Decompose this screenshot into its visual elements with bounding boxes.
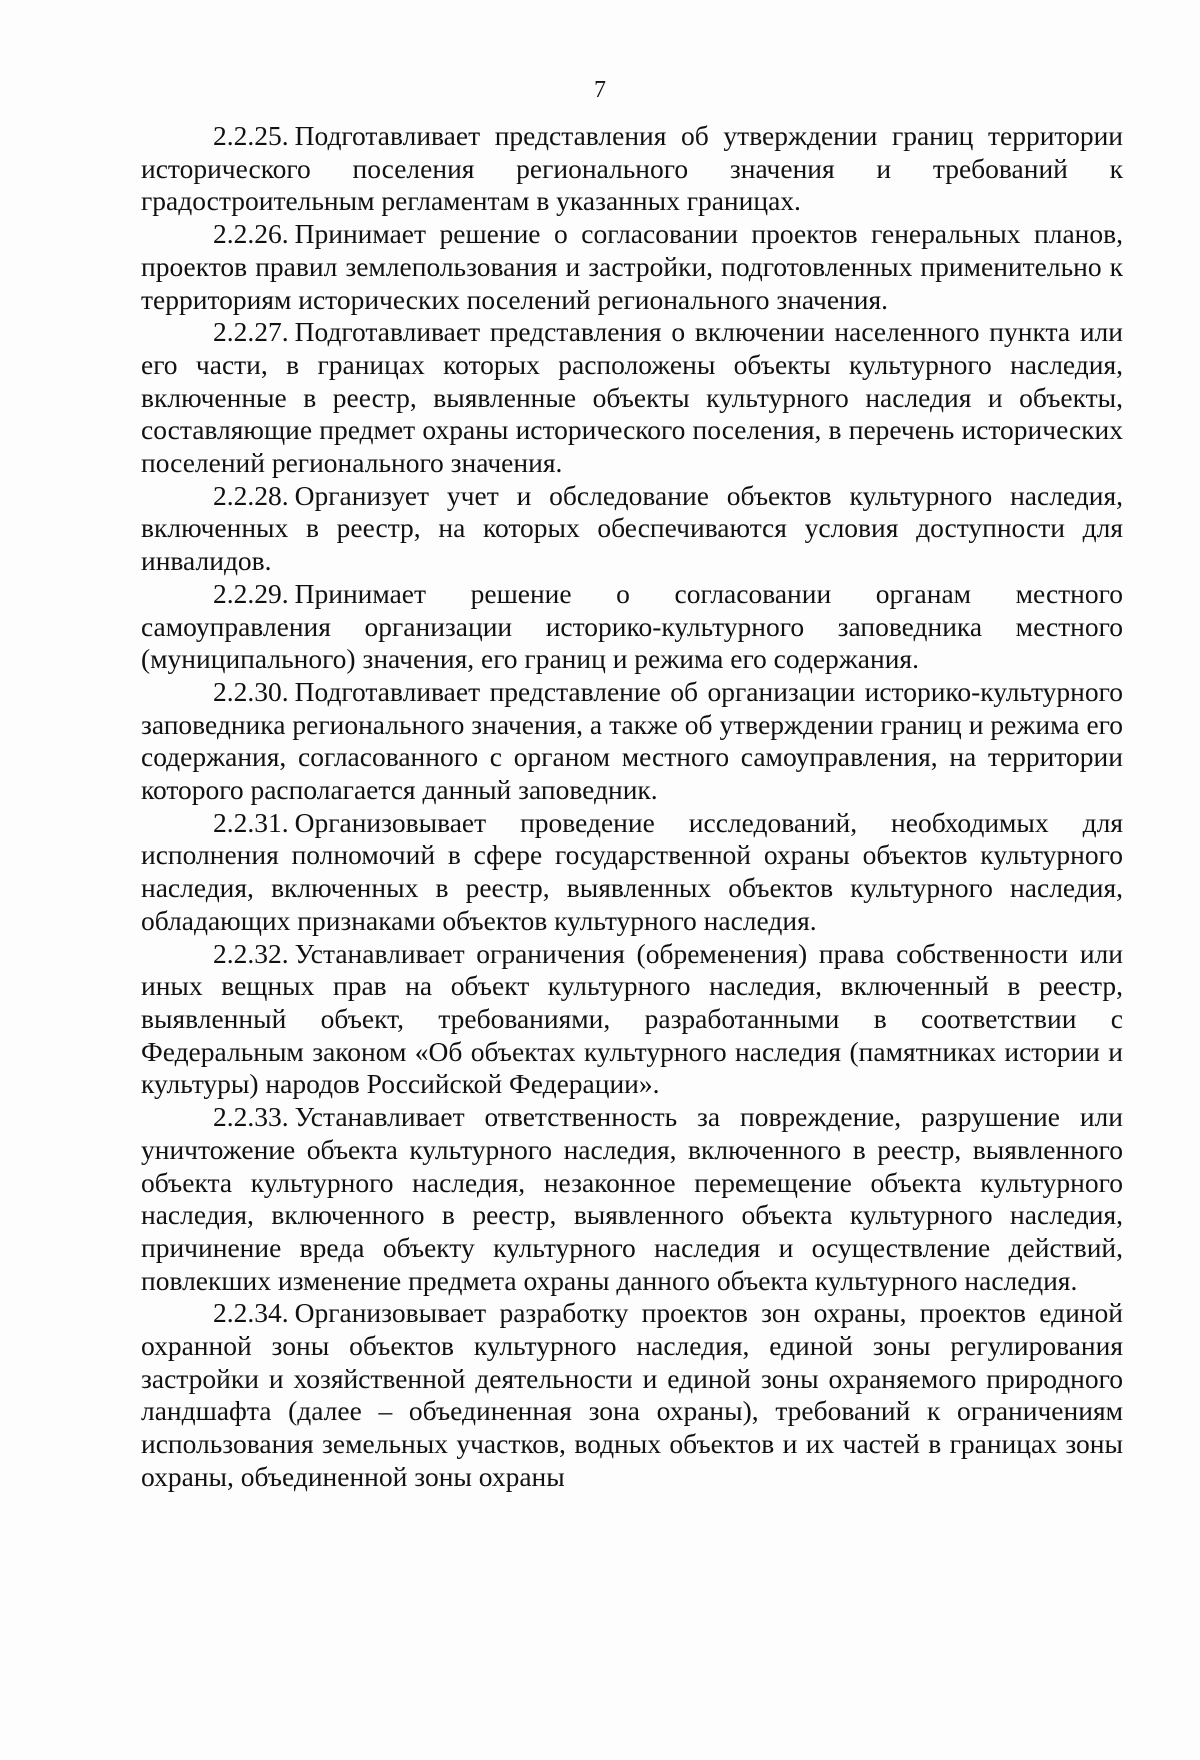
paragraph-2-2-31 — [141, 807, 1123, 938]
clause-number: 2.2.33. — [213, 1101, 289, 1133]
clause-number: 2.2.32. — [213, 937, 289, 969]
clause-number: 2.2.26. — [213, 218, 289, 250]
clause-text: Организовывает разработку проектов зон охраны, проектов единой охранной зоны объектов культурного наследия, единой зоны регулирования застройки и хозяйственной деятельности и единой зоны охраняемого природного ландшафта (далее – объединенная зона охраны), требований к ограничениям использования земельных участков, водных объектов и их частей в границах зоны охраны, объединенной зоны охраны — [141, 1297, 1123, 1492]
paragraph-2-2-33 — [141, 1101, 1123, 1297]
clause-text: Устанавливает ограничения (обременения) права собственности или иных вещных прав на объект культурного наследия, включенный в реестр, выявленный объект, требованиями, разработанными в соответствии с Федеральным законом «Об объектах культурного наследия (памятниках истории и культуры) народов Российской Федерации». — [141, 937, 1123, 1100]
clause-text: Организует учет и обследование объектов культурного наследия, включенных в реестр, на которых обеспечиваются условия доступности для инвалидов. — [141, 479, 1123, 577]
clause-text: Подготавливает представления об утверждении границ территории исторического поселения регионального значения и требований к градостроительным регламентам в указанных границах. — [141, 120, 1123, 217]
paragraph-2-2-34 — [141, 1297, 1123, 1493]
page-number: 7 — [594, 77, 606, 103]
document-body — [141, 120, 1123, 1494]
clause-number: 2.2.30. — [213, 675, 289, 707]
clause-text: Подготавливает представления о включении населенного пункта или его части, в границах которых расположены объекты культурного наследия, включенные в реестр, выявленные объекты культурного наследия и объекты, составляющие предмет охраны исторического поселения, в перечень исторических поселений регионального значения. — [141, 316, 1123, 479]
clause-number: 2.2.31. — [213, 806, 289, 838]
clause-number: 2.2.27. — [213, 316, 289, 348]
clause-text: Устанавливает ответственность за повреждение, разрушение или уничтожение объекта культурного наследия, включенного в реестр, выявленного объекта культурного наследия, незаконное перемещение объекта культурного наследия, включенного в реестр, выявленного объекта культурного наследия, причинение вреда объекту культурного наследия и осуществление действий, повлекших изменение предмета охраны данного объекта культурного наследия. — [141, 1101, 1123, 1296]
paragraph-2-2-32 — [141, 938, 1123, 1102]
clause-text: Принимает решение о согласовании органам местного самоуправления организации историко-культурного заповедника местного (муниципального) значения, его границ и режима его содержания. — [141, 577, 1123, 675]
clause-number: 2.2.28. — [213, 479, 289, 511]
paragraph-2-2-28 — [141, 480, 1123, 578]
clause-text: Подготавливает представление об организации историко-культурного заповедника регионального значения, а также об утверждении границ и режима его содержания, согласованного с органом местного самоуправления, на территории которого располагается данный заповедник. — [141, 675, 1123, 806]
paragraph-2-2-26 — [141, 218, 1123, 316]
paragraph-2-2-29 — [141, 578, 1123, 676]
paragraph-2-2-27 — [141, 316, 1123, 480]
paragraph-2-2-25 — [141, 120, 1123, 218]
clause-number: 2.2.34. — [213, 1297, 289, 1329]
clause-number: 2.2.29. — [213, 577, 289, 609]
clause-number: 2.2.25. — [213, 120, 289, 151]
paragraph-2-2-30 — [141, 676, 1123, 807]
clause-text: Организовывает проведение исследований, необходимых для исполнения полномочий в сфере государственной охраны объектов культурного наследия, включенных в реестр, выявленных объектов культурного наследия, обладающих признаками объектов культурного наследия. — [141, 806, 1123, 936]
clause-text: Принимает решение о согласовании проектов генеральных планов, проектов правил землепользования и застройки, подготовленных применительно к территориям исторических поселений регионального значения. — [141, 218, 1123, 315]
